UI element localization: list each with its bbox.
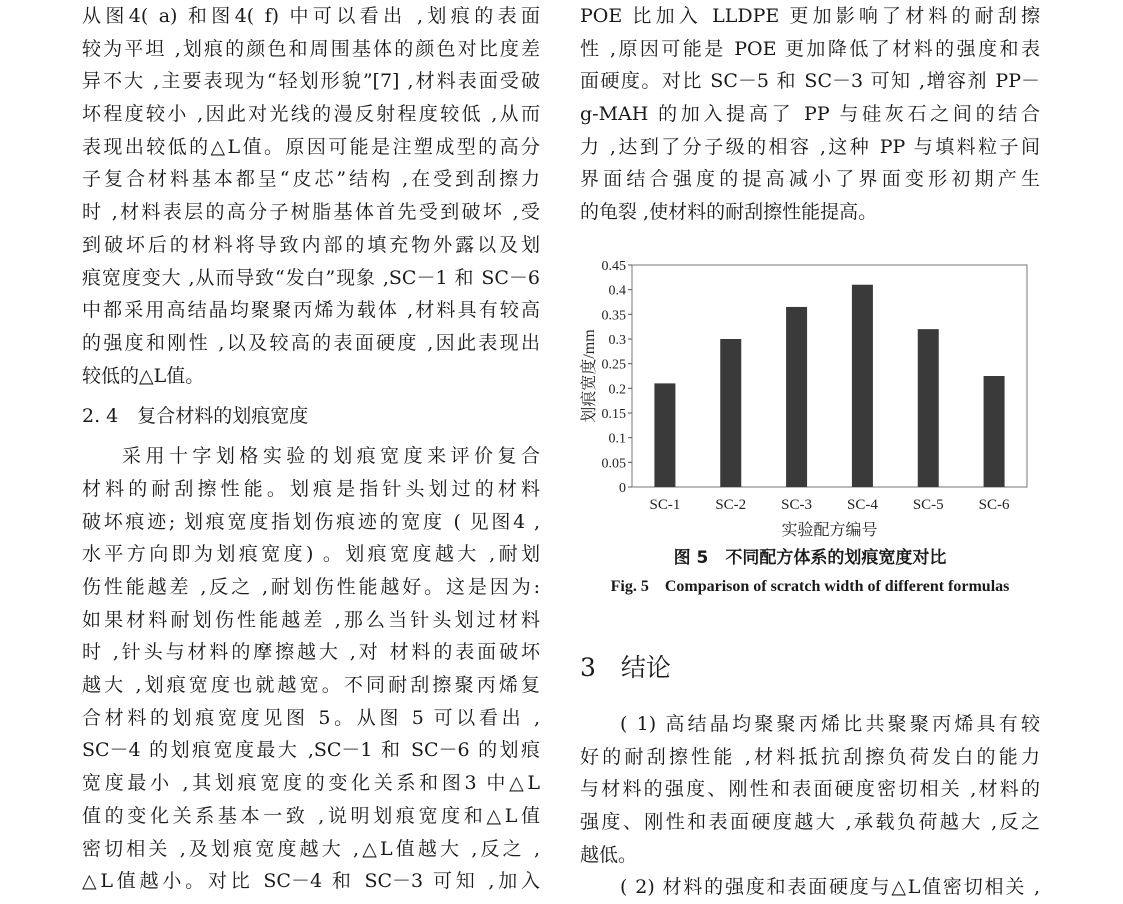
- x-tick-label: SC-2: [715, 497, 747, 513]
- y-tick-label: 0: [619, 481, 626, 496]
- conclusion-line: 与材料的强度、刚性和表面硬度密切相关 ,材料的: [580, 778, 1040, 801]
- text-line: 异不大 ,主要表现为“轻划形貌”[7] ,材料表面受破: [82, 70, 540, 93]
- bar: [918, 329, 939, 487]
- text-line: 表现出较低的△L值。原因可能是注塑成型的高分: [82, 135, 540, 158]
- text-line: 值的变化关系基本一致 ,说明划痕宽度和△L值: [82, 804, 540, 827]
- text-line: 较为平坦 ,划痕的颜色和周围基体的颜色对比度差: [82, 37, 540, 60]
- section-3: [580, 648, 1040, 904]
- text-line: 宽度最小 ,其划痕宽度的变化关系和图3 中△L: [82, 772, 540, 795]
- text-line: 破坏痕迹; 划痕宽度指划伤痕迹的宽度 ( 见图4 ,: [82, 510, 540, 533]
- plot-frame: [632, 265, 1027, 487]
- y-tick-label: 0.35: [601, 308, 626, 324]
- text-line: 越大 ,划痕宽度也就越宽。不同耐刮擦聚丙烯复: [82, 674, 540, 697]
- bar: [720, 339, 741, 487]
- x-tick-label: SC-1: [649, 497, 681, 513]
- text-line: 的强度和刚性 ,以及较高的表面硬度 ,因此表现出: [82, 331, 540, 354]
- bar: [852, 285, 873, 487]
- text-line: 痕宽度变大 ,从而导致“发白”现象 ,SC－1 和 SC－6: [82, 266, 540, 289]
- conclusion-line: 越低。: [580, 843, 638, 866]
- text-line: 密切相关 ,及划痕宽度越大 ,△L值越大 ,反之 ,: [82, 837, 540, 860]
- bar: [654, 383, 675, 487]
- text-line: 如果材料耐划伤性能越差 ,那么当针头划过材料: [82, 608, 540, 631]
- text-line: 界面结合强度的提高减小了界面变形初期产生: [580, 168, 1040, 191]
- y-tick-label: 0.25: [601, 357, 626, 373]
- text-line: △L值越小。对比 SC－4 和 SC－3 可知 ,加入: [82, 870, 540, 893]
- left-column: [82, 0, 540, 898]
- y-tick-label: 0.05: [601, 456, 626, 472]
- y-tick-label: 0.15: [601, 407, 626, 422]
- x-tick-label: SC-3: [781, 497, 813, 513]
- text-line: 坏程度较小 ,因此对光线的漫反射程度较低 ,从而: [82, 103, 540, 126]
- y-tick-label: 0.1: [608, 431, 626, 447]
- paragraph-poe-compatibilizer: [580, 0, 1040, 229]
- x-axis-title: 实验配方编号: [781, 522, 878, 539]
- text-line: 较低的△L值。: [82, 364, 205, 387]
- conclusion-line: 好的耐刮擦性能 ,材料抵抗刮擦负荷发白的能力: [580, 745, 1040, 768]
- text-line: 力 ,达到了分子级的相容 ,这种 PP 与填料粒子间: [580, 135, 1040, 158]
- conclusions-list: [580, 708, 1040, 904]
- bar-chart: [580, 255, 1040, 540]
- figure-caption-en: Fig. 5 Comparison of scratch width of different formulas: [610, 578, 1010, 595]
- text-line: g-MAH 的加入提高了 PP 与硅灰石之间的结合: [580, 103, 1040, 126]
- conclusion-line: 强度、刚性和表面硬度越大 ,承载负荷越大 ,反之: [580, 811, 1040, 834]
- x-tick-label: SC-6: [978, 497, 1010, 513]
- text-line: 水平方向即为划痕宽度) 。划痕宽度越大 ,耐划: [82, 543, 540, 566]
- x-tick-label: SC-5: [912, 497, 944, 513]
- figure-caption-cn: 图 5 不同配方体系的划痕宽度对比: [673, 548, 947, 568]
- text-line: 子复合材料基本都呈“皮芯”结构 ,在受到刮擦力: [82, 168, 540, 191]
- text-line: 的龟裂 ,使材料的耐刮擦性能提高。: [580, 201, 878, 224]
- y-tick-label: 0.4: [608, 283, 626, 299]
- bar: [984, 376, 1005, 487]
- y-tick-label: 0.2: [608, 382, 626, 398]
- paragraph-scratch-morphology: [82, 0, 540, 392]
- text-line: 时 ,针头与材料的摩擦越大 ,对 材料的表面破坏: [82, 641, 540, 664]
- conclusion-line: ( 2) 材料的强度和表面硬度与△L值密切相关 ,: [620, 876, 1040, 899]
- text-line: 性 ,原因可能是 POE 更加降低了材料的强度和表: [580, 37, 1040, 60]
- text-line: 合材料的划痕宽度见图 5。从图 5 可以看出 ,: [82, 706, 540, 729]
- text-line: 材料的耐刮擦性能。划痕是指针头划过的材料: [82, 477, 540, 500]
- y-axis-title: 划痕宽度/mm: [581, 329, 598, 423]
- text-line: 从图4( a) 和图4( f) 中可以看出 ,划痕的表面: [82, 5, 540, 27]
- x-tick-label: SC-4: [846, 497, 878, 513]
- text-line: 中都采用高结晶均聚聚丙烯为载体 ,材料具有较高: [82, 299, 540, 322]
- conclusion-line: ( 1) 高结晶均聚聚丙烯比共聚聚丙烯具有较: [620, 713, 1040, 735]
- text-line: 到破坏后的材料将导致内部的填充物外露以及划: [82, 233, 540, 256]
- figure-5: [580, 255, 1040, 600]
- text-line: 时 ,材料表层的高分子树脂基体首先受到破坏 ,受: [82, 201, 540, 224]
- section-heading-2-4: 2. 4 复合材料的划痕宽度: [82, 405, 309, 428]
- right-column: [580, 0, 1040, 229]
- text-line: SC－4 的划痕宽度最大 ,SC－1 和 SC－6 的划痕: [82, 739, 540, 762]
- text-line: 伤性能越差 ,反之 ,耐划伤性能越好。这是因为:: [82, 576, 540, 598]
- paragraph-scratch-width: [82, 440, 540, 898]
- text-line: 采用十字划格实验的划痕宽度来评价复合: [122, 445, 540, 468]
- y-tick-label: 0.3: [608, 333, 626, 348]
- text-line: POE 比加入 LLDPE 更加影响了材料的耐刮擦: [580, 5, 1040, 27]
- y-tick-label: 0.45: [601, 259, 626, 274]
- section-heading-3: 3 结论: [580, 653, 671, 682]
- text-line: 面硬度。对比 SC－5 和 SC－3 可知 ,增容剂 PP－: [580, 70, 1040, 93]
- bar: [786, 307, 807, 487]
